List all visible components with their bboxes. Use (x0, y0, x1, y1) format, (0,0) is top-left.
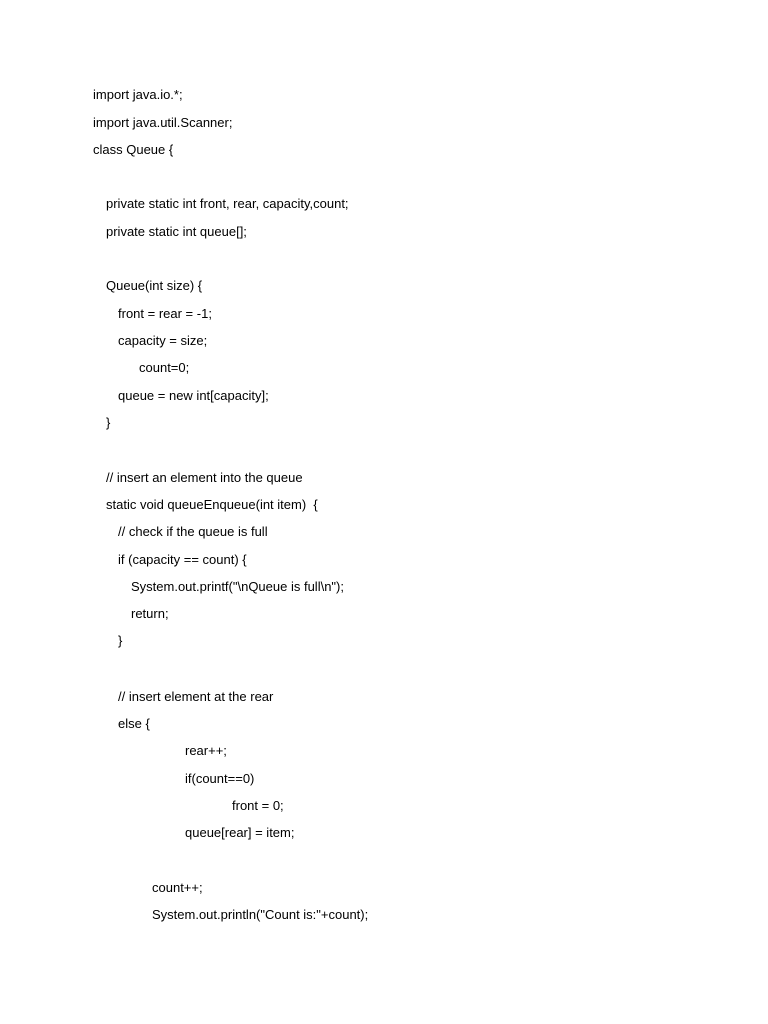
code-line: queue[rear] = item; (185, 825, 295, 840)
code-line: count++; (152, 880, 203, 895)
code-comment: // check if the queue is full (118, 524, 268, 539)
code-comment: // insert element at the rear (118, 689, 274, 704)
code-line: return; (131, 606, 169, 621)
code-line: else { (118, 716, 150, 731)
code-line: import java.util.Scanner; (93, 115, 233, 130)
code-line: } (106, 415, 111, 430)
code-line: } (118, 633, 123, 648)
code-line: class Queue { (93, 142, 174, 157)
code-line: capacity = size; (118, 333, 208, 348)
code-line: queue = new int[capacity]; (118, 388, 269, 403)
code-line: count=0; (139, 360, 190, 375)
code-line: front = 0; (232, 798, 284, 813)
code-comment: // insert an element into the queue (106, 470, 303, 485)
code-line: if(count==0) (185, 771, 255, 786)
code-line: private static int front, rear, capacity,count; (106, 196, 349, 211)
code-line: System.out.printf("\nQueue is full\n"); (131, 579, 344, 594)
code-line: System.out.println("Count is:"+count); (152, 907, 369, 922)
code-line: static void queueEnqueue(int item) { (106, 497, 318, 512)
code-line: if (capacity == count) { (118, 552, 247, 567)
code-line: front = rear = -1; (118, 306, 212, 321)
code-line: rear++; (185, 743, 227, 758)
code-line: import java.io.*; (93, 87, 183, 102)
code-line: private static int queue[]; (106, 224, 247, 239)
code-line: Queue(int size) { (106, 278, 203, 293)
